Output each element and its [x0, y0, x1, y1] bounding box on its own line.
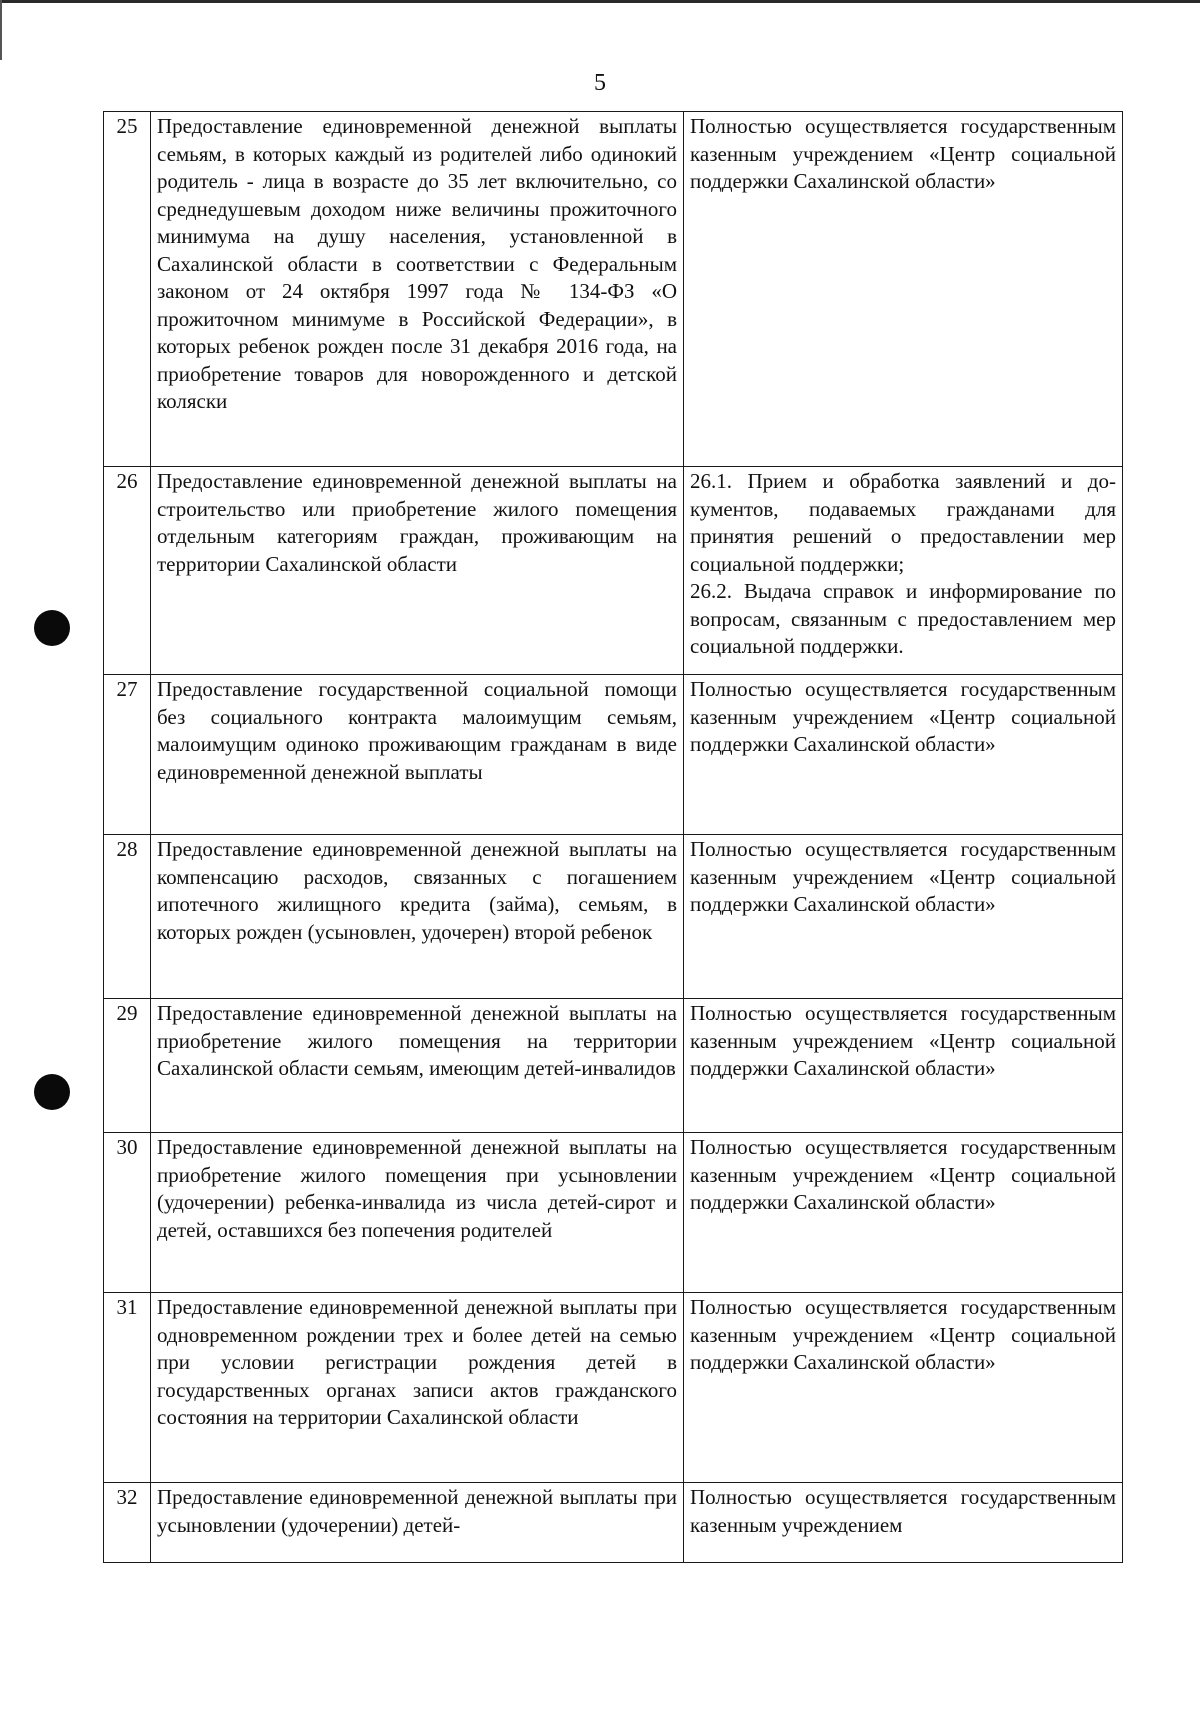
execution-terms [684, 467, 1123, 675]
row-number: 26 [104, 467, 151, 675]
row-number: 31 [104, 1293, 151, 1483]
table-row [104, 112, 1123, 467]
execution-terms [684, 999, 1123, 1133]
row-number: 30 [104, 1133, 151, 1293]
execution-terms [684, 675, 1123, 835]
table-row [104, 999, 1123, 1133]
service-description: Предоставление единовременной денежной выплаты на компенсацию расходов, связанных с погашением ипотечного жилищного кредита (займа), семьям, в которых рожден (усыновлен, удочерен) второй ребенок [151, 835, 684, 999]
services-table [103, 111, 1123, 1563]
service-description: Предоставление единовременной денежной выплаты семьям, в которых каждый из родителей либо одинокий родитель - лица в возрасте до 35 лет включительно, со среднедушевым доходом ниже величины прожиточного минимума на душу населения, установленной в Сахалинской области в соответствии с Федеральным законом от 24 октября 1997 года № 134-ФЗ «О прожиточном минимуме в Российской Федерации», в которых ребенок рожден после 31 декабря 2016 года, на приобретение товаров для новорожденного и детской коляски [151, 112, 684, 467]
execution-text: Полностью осуществляется государственным казенным учреждением «Центр социальной поддержки Сахалинской области» [690, 837, 1116, 916]
execution-text: Полностью осуществляется государственным казенным учреждением [690, 1485, 1116, 1537]
execution-text: 26.1. Прием и обработка заявлений и документов, подаваемых гражданами для принятия решений о предоставлении мер социальной поддержки; [690, 469, 1116, 576]
execution-text: Полностью осуществляется государственным казенным учреждением «Центр социальной поддержки Сахалинской области» [690, 677, 1116, 756]
row-number: 29 [104, 999, 151, 1133]
execution-terms [684, 1483, 1123, 1563]
service-description: Предоставление единовременной денежной выплаты при усыновлении (удочерении) детей- [151, 1483, 684, 1563]
row-number: 32 [104, 1483, 151, 1563]
service-description: Предоставление государственной социальной помощи без социального контракта малоимущим семьям, малоимущим одиноко проживающим гражданам в виде единовременной денежной выплаты [151, 675, 684, 835]
service-description: Предоставление единовременной денежной выплаты на строительство или приобретение жилого помещения отдельным категориям граждан, проживающим на территории Сахалинской области [151, 467, 684, 675]
table-row [104, 1293, 1123, 1483]
service-description: Предоставление единовременной денежной выплаты на приобретение жилого помещения на территории Сахалинской области семьям, имеющим детей-инвалидов [151, 999, 684, 1133]
table-row [104, 835, 1123, 999]
execution-terms [684, 835, 1123, 999]
row-number: 25 [104, 112, 151, 467]
row-number: 28 [104, 835, 151, 999]
table-row [104, 467, 1123, 675]
execution-text: Полностью осуществляется государственным казенным учреждением «Центр социальной поддержки Сахалинской области» [690, 1135, 1116, 1214]
table-row [104, 675, 1123, 835]
service-description: Предоставление единовременной денежной выплаты на приобретение жилого помещения при усыновлении (удочерении) ребенка-инвалида из числа детей-сирот и детей, оставшихся без попечения родителей [151, 1133, 684, 1293]
service-description: Предоставление единовременной денежной выплаты при одновременном рождении трех и более детей на семью при условии регистрации рождения детей в государственных органах записи актов гражданского состояния на территории Сахалинской области [151, 1293, 684, 1483]
table-row [104, 1483, 1123, 1563]
execution-text: 26.2. Выдача справок и информирование по вопросам, связанным с предоставлением мер социальной поддержки. [690, 579, 1116, 658]
execution-text: Полностью осуществляется государственным казенным учреждением «Центр социальной поддержки Сахалинской области» [690, 1001, 1116, 1080]
execution-terms [684, 1293, 1123, 1483]
punch-hole-mark [34, 610, 70, 646]
scan-left-edge [0, 0, 2, 60]
execution-text: Полностью осуществляется государственным казенным учреждением «Центр социальной поддержки Сахалинской области» [690, 1295, 1116, 1374]
row-number: 27 [104, 675, 151, 835]
punch-hole-mark [34, 1074, 70, 1110]
scan-top-border [0, 0, 1200, 3]
execution-text: Полностью осуществляется государственным казенным учреждением «Центр социальной поддержки Сахалинской области» [690, 114, 1116, 193]
execution-terms [684, 112, 1123, 467]
execution-terms [684, 1133, 1123, 1293]
page-number: 5 [594, 70, 606, 96]
table-row [104, 1133, 1123, 1293]
